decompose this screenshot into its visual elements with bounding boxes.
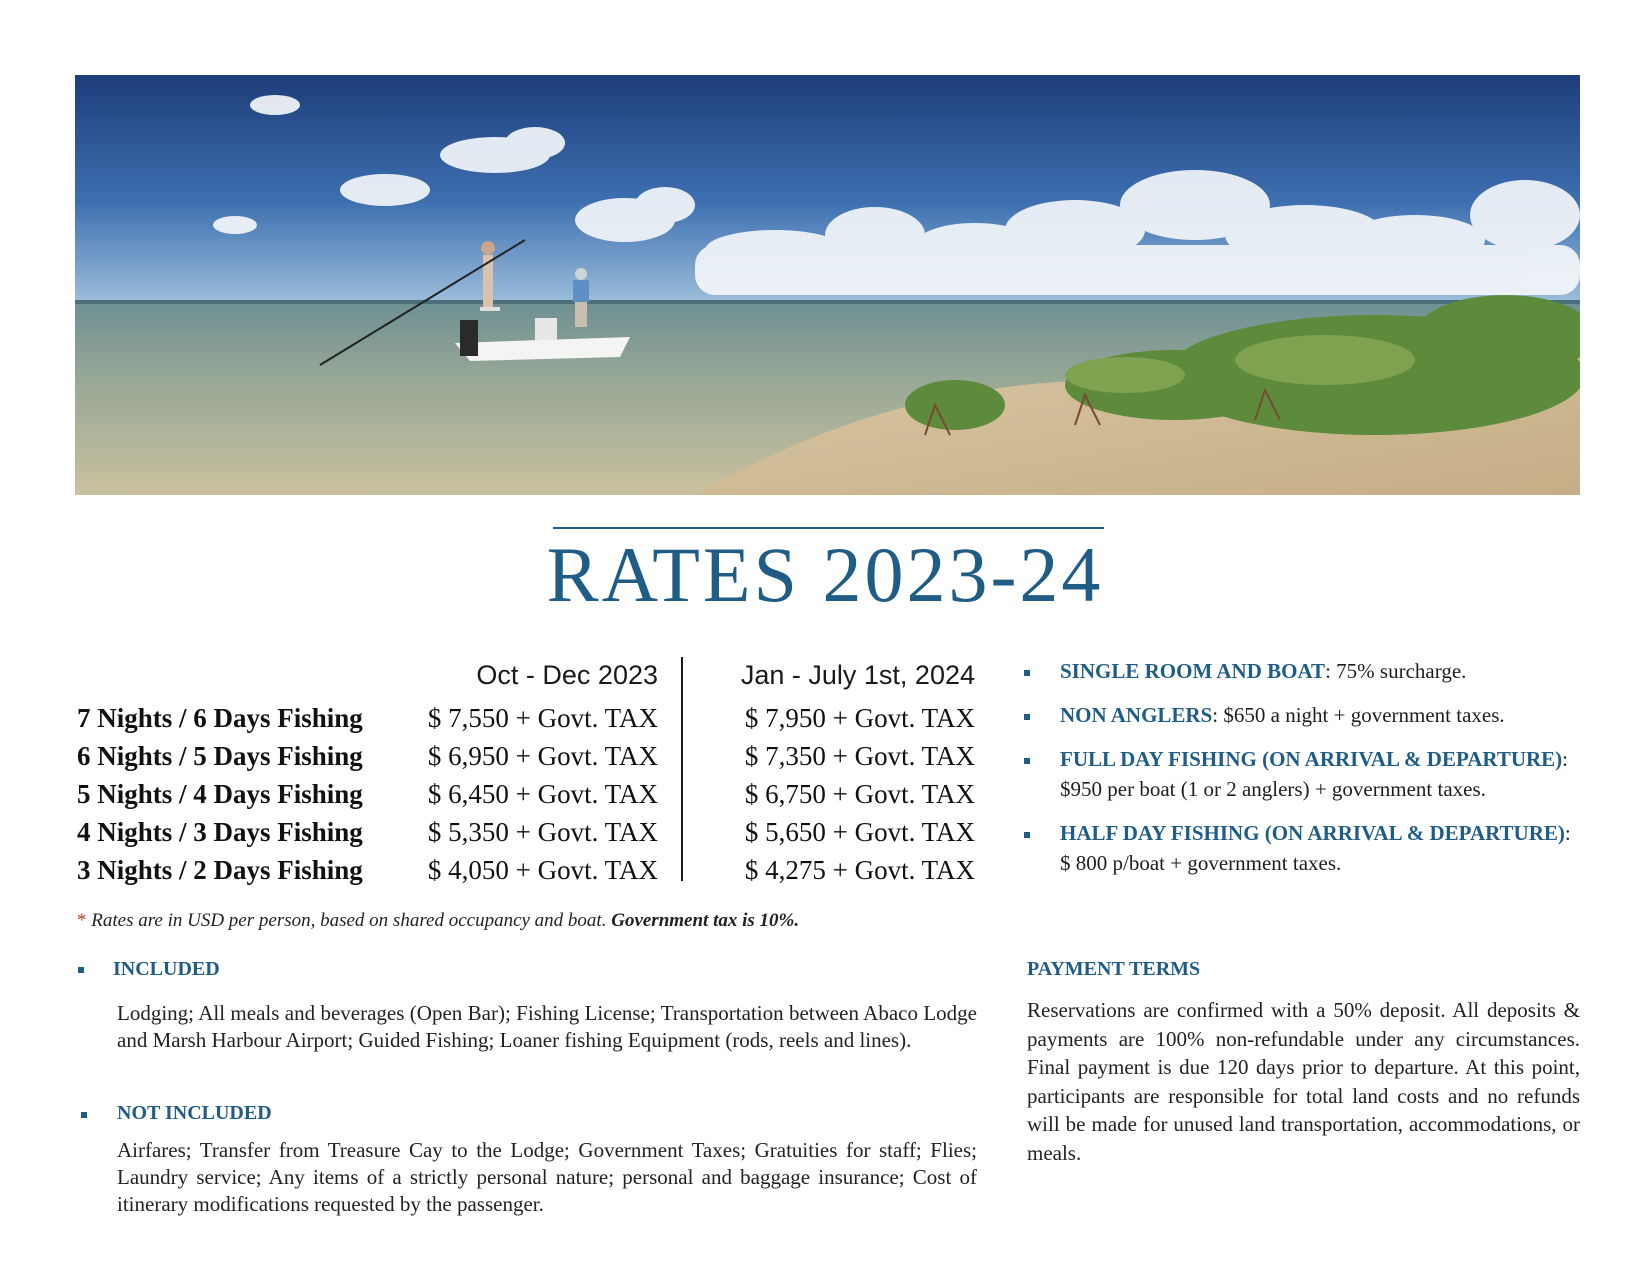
column-divider	[681, 657, 683, 881]
package-price-season1: $ 6,450 + Govt. TAX	[427, 779, 658, 809]
package-price-season1: $ 5,350 + Govt. TAX	[427, 817, 658, 847]
extra-sep: :	[1325, 659, 1337, 683]
package-price-season1: $ 4,050 + Govt. TAX	[427, 855, 658, 885]
package-price-season2: $ 5,650 + Govt. TAX	[744, 817, 975, 847]
extra-sep: :	[1564, 821, 1571, 845]
rates-footnote	[77, 910, 799, 932]
extra-key: NON ANGLERS	[1060, 703, 1213, 727]
extra-key: HALF DAY FISHING (ON ARRIVAL & DEPARTURE)	[1060, 821, 1565, 845]
package-label: 5 Nights / 4 Days Fishing	[77, 779, 363, 809]
season-1-header: Oct - Dec 2023	[476, 660, 658, 690]
extra-bullet	[1024, 832, 1030, 838]
package-price-season1: $ 7,550 + Govt. TAX	[427, 703, 658, 733]
extra-item	[1060, 700, 1580, 730]
not-included-heading: NOT INCLUDED	[117, 1102, 272, 1124]
package-price-season2: $ 6,750 + Govt. TAX	[744, 779, 975, 809]
extra-bullet	[1024, 670, 1030, 676]
included-text: Lodging; All meals and beverages (Open Bar); Fishing License; Transportation between Abaco Lodge and Marsh Harbour Airport; Guided Fishing; Loaner fishing Equipment (rods, reels and lines).	[117, 1001, 977, 1052]
extra-bullet	[1024, 758, 1030, 764]
not-included-bullet	[81, 1112, 87, 1118]
package-price-season2: $ 7,950 + Govt. TAX	[744, 703, 975, 733]
extra-key: SINGLE ROOM AND BOAT	[1060, 659, 1326, 683]
hero-photo	[75, 75, 1580, 495]
extra-item	[1060, 818, 1580, 878]
package-label: 6 Nights / 5 Days Fishing	[77, 741, 363, 771]
title-rule	[553, 527, 1104, 529]
flats-fishing-scene	[75, 75, 1580, 495]
extra-value: 75% surcharge.	[1336, 659, 1467, 683]
footnote-text: Rates are in USD per person, based on shared occupancy and boat.	[86, 910, 612, 931]
extra-detail: $950 per boat (1 or 2 anglers) + government taxes.	[1060, 777, 1486, 801]
footnote-star: *	[77, 910, 87, 931]
package-price-season2: $ 7,350 + Govt. TAX	[744, 741, 975, 771]
package-price-season1: $ 6,950 + Govt. TAX	[427, 741, 658, 771]
package-label: 3 Nights / 2 Days Fishing	[77, 855, 363, 885]
page-title: RATES 2023-24	[546, 531, 1104, 618]
extra-item	[1060, 744, 1580, 804]
extra-detail: $ 800 p/boat + government taxes.	[1060, 851, 1342, 875]
extra-key: FULL DAY FISHING (ON ARRIVAL & DEPARTURE)	[1060, 747, 1563, 771]
payment-heading: PAYMENT TERMS	[1027, 958, 1201, 980]
extra-sep: :	[1562, 747, 1569, 771]
package-price-season2: $ 4,275 + Govt. TAX	[744, 855, 975, 885]
not-included-text: Airfares; Transfer from Treasure Cay to the Lodge; Government Taxes; Gratuities for staff; Flies; Laundry service; Any items of a strictly personal nature; personal and baggage insurance; Cost of itinerary modifications requested by the passenger.	[117, 1138, 977, 1216]
included-bullet	[78, 967, 84, 973]
extra-bullet	[1024, 714, 1030, 720]
payment-text: Reservations are confirmed with a 50% deposit. All deposits & payments are 100% non-refundable under any circumstances. Final payment is due 120 days prior to departure. At this point, participants are responsible for total land costs and no refunds will be made for unused land transportation, accommodations, or meals.	[1027, 998, 1580, 1165]
footnote-bold: Government tax is 10%.	[611, 910, 800, 931]
extra-value: $650 a night + government taxes.	[1223, 703, 1505, 727]
extra-sep: :	[1212, 703, 1224, 727]
included-heading: INCLUDED	[113, 958, 220, 980]
package-label: 4 Nights / 3 Days Fishing	[77, 817, 363, 847]
extra-item	[1060, 656, 1580, 686]
season-2-header: Jan - July 1st, 2024	[740, 660, 975, 690]
package-label: 7 Nights / 6 Days Fishing	[77, 703, 363, 733]
